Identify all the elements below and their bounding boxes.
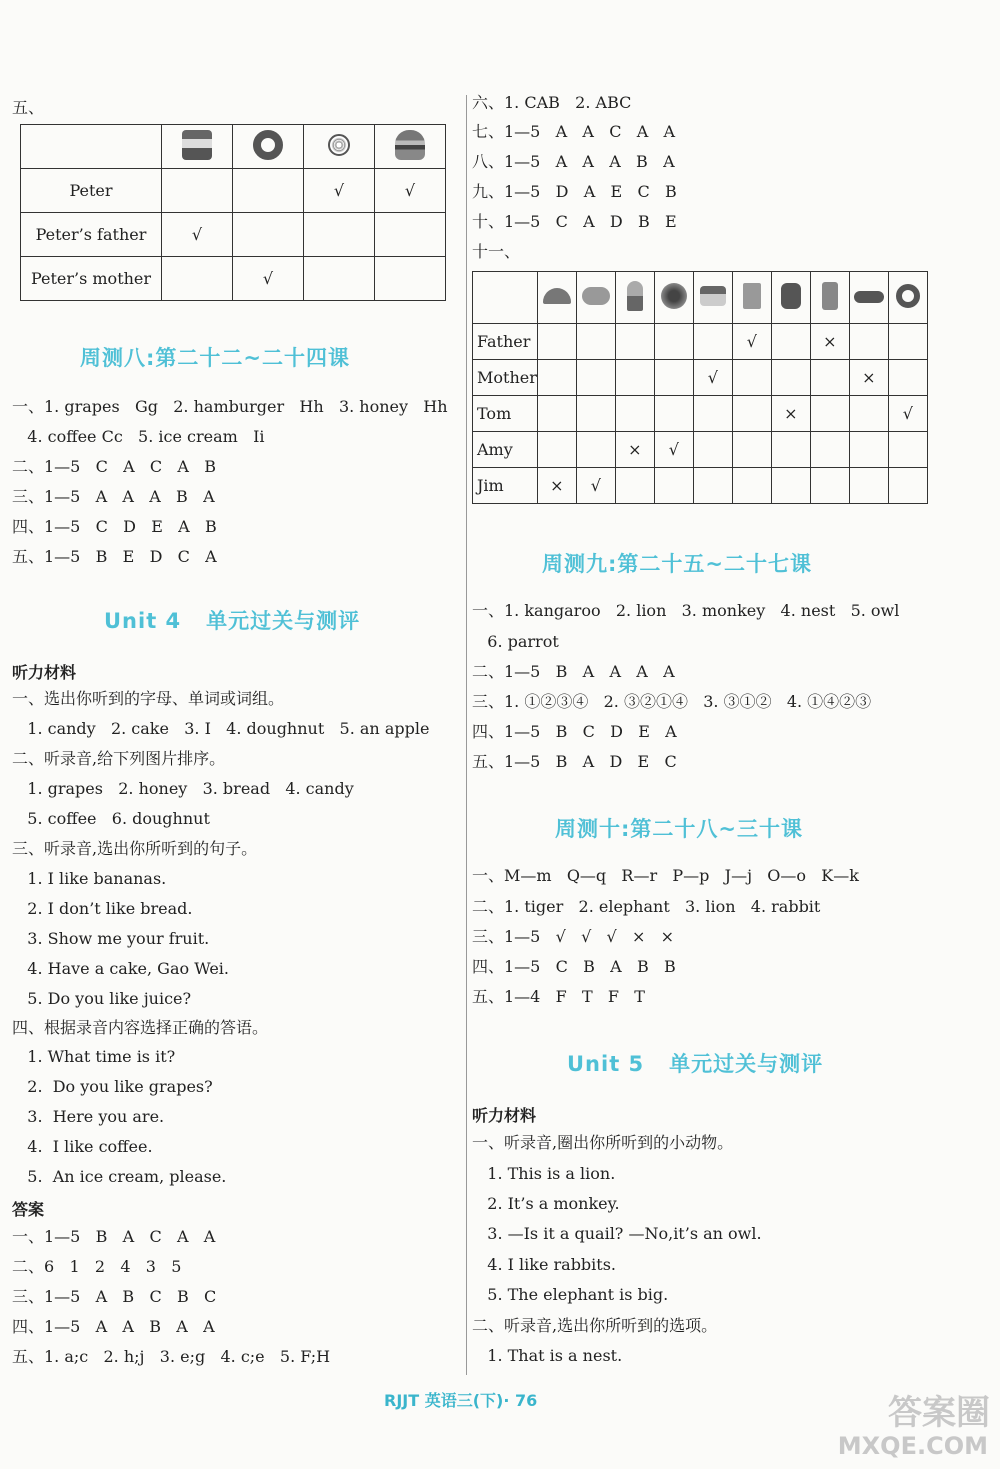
- mark-cell: [654, 468, 693, 504]
- mark-cell: ×: [810, 324, 849, 360]
- mark-cell: [810, 360, 849, 396]
- cake-icon: [693, 272, 732, 324]
- mark-cell: [771, 360, 810, 396]
- mark-cell: [732, 432, 771, 468]
- listening-line: 1. I like bananas.: [12, 869, 167, 888]
- w8-line: 五、1—5 B E D C A: [12, 547, 217, 566]
- table-row: [21, 169, 446, 213]
- answers-title: 答案: [12, 1200, 45, 1219]
- mark-cell: [849, 468, 888, 504]
- w9-line: 二、1—5 B A A A A: [472, 662, 675, 681]
- mark-cell: [810, 396, 849, 432]
- w9-line: 五、1—5 B A D E C: [472, 752, 677, 771]
- row-name: Peter: [21, 169, 162, 213]
- u5-line: 4. I like rabbits.: [472, 1255, 617, 1274]
- table-row: [21, 257, 446, 301]
- answer-line: 一、1—5 B A C A A: [12, 1227, 216, 1246]
- answer-line: 四、1—5 A A B A A: [12, 1317, 215, 1336]
- mark-cell: [576, 432, 615, 468]
- food-preference-table: [20, 124, 446, 301]
- w8-line: 4. coffee Cc 5. ice cream Ii: [12, 427, 265, 446]
- mark-cell: √: [233, 257, 304, 301]
- candy-icon: [849, 272, 888, 324]
- answer-line: 五、1. a;c 2. h;j 3. e;g 4. c;e 5. F;H: [12, 1347, 331, 1366]
- mark-cell: [693, 396, 732, 432]
- listening-line: 3. Show me your fruit.: [12, 929, 210, 948]
- mark-cell: [654, 324, 693, 360]
- top-line: 六、1. CAB 2. ABC: [472, 93, 632, 112]
- row-name: Peter’s mother: [21, 257, 162, 301]
- milk-icon: [732, 272, 771, 324]
- ice-cream-icon: [615, 272, 654, 324]
- honey-icon: [771, 272, 810, 324]
- food-likes-table: [472, 271, 928, 504]
- mark-cell: √: [732, 324, 771, 360]
- mark-cell: √: [888, 396, 927, 432]
- listening-line: 3. Here you are.: [12, 1107, 165, 1126]
- unit5-heading: Unit 5 单元过关与测评: [567, 1052, 824, 1076]
- w8-line: 三、1—5 A A A B A: [12, 487, 215, 506]
- listening-line: 2. Do you like grapes?: [12, 1077, 213, 1096]
- mark-cell: [162, 169, 233, 213]
- mark-cell: [732, 396, 771, 432]
- row-name: Mother: [473, 360, 538, 396]
- listening-line: 1. candy 2. cake 3. I 4. doughnut 5. an apple: [12, 719, 430, 738]
- juice-icon: [810, 272, 849, 324]
- mark-cell: [771, 432, 810, 468]
- w9-line: 三、1. ①②③④ 2. ③②①④ 3. ③①② 4. ①④②③: [472, 692, 872, 711]
- listening-title: 听力材料: [472, 1106, 537, 1125]
- watermelon-icon: [537, 272, 576, 324]
- cake-icon: [162, 125, 233, 169]
- listening-line: 1. What time is it?: [12, 1047, 176, 1066]
- answer-line: 三、1—5 A B C B C: [12, 1287, 217, 1306]
- mark-cell: [576, 396, 615, 432]
- mark-cell: [162, 257, 233, 301]
- row-name: Jim: [473, 468, 538, 504]
- mark-cell: ×: [537, 468, 576, 504]
- mark-cell: [304, 257, 375, 301]
- w10-line: 三、1—5 √ √ √ × ×: [472, 927, 675, 946]
- section-5-label: 五、: [12, 98, 45, 117]
- row-name: Tom: [473, 396, 538, 432]
- mark-cell: [849, 324, 888, 360]
- w10-line: 二、1. tiger 2. elephant 3. lion 4. rabbit: [472, 897, 821, 916]
- page-footer: RJJT 英语三(下)· 76: [384, 1391, 538, 1410]
- listening-line: 二、听录音,给下列图片排序。: [12, 749, 226, 768]
- mark-cell: [771, 324, 810, 360]
- grapes-icon: [654, 272, 693, 324]
- watermark-logo: 答案圈: [888, 1393, 990, 1433]
- row-name: Amy: [473, 432, 538, 468]
- doughnut-icon: [888, 272, 927, 324]
- mark-cell: [654, 396, 693, 432]
- mark-cell: [810, 432, 849, 468]
- w10-line: 五、1—4 F T F T: [472, 987, 645, 1006]
- mark-cell: [732, 360, 771, 396]
- u5-line: 2. It’s a monkey.: [472, 1194, 620, 1213]
- mark-cell: √: [304, 169, 375, 213]
- week10-heading: 周测十:第二十八~三十课: [555, 817, 803, 841]
- mark-cell: [888, 432, 927, 468]
- mark-cell: [304, 213, 375, 257]
- doughnut-icon: [233, 125, 304, 169]
- mark-cell: [888, 468, 927, 504]
- mark-cell: [375, 213, 446, 257]
- w10-line: 一、M—m Q—q R—r P—p J—j O—o K—k: [472, 866, 859, 885]
- table-row: [21, 213, 446, 257]
- listening-line: 5. An ice cream, please.: [12, 1167, 227, 1186]
- w8-line: 一、1. grapes Gg 2. hamburger Hh 3. honey Hh: [12, 397, 448, 416]
- table-row: [473, 432, 928, 468]
- u5-line: 5. The elephant is big.: [472, 1285, 669, 1304]
- week9-heading: 周测九:第二十五~二十七课: [542, 552, 812, 576]
- mark-cell: [810, 468, 849, 504]
- table-row: [473, 396, 928, 432]
- row-name: Peter’s father: [21, 213, 162, 257]
- mark-cell: [537, 396, 576, 432]
- u5-line: 一、听录音,圈出你所听到的小动物。: [472, 1133, 734, 1152]
- mark-cell: [888, 360, 927, 396]
- top-line: 十一、: [472, 242, 521, 261]
- hamburger-icon: [375, 125, 446, 169]
- table-row: [473, 324, 928, 360]
- mark-cell: [233, 169, 304, 213]
- mark-cell: √: [375, 169, 446, 213]
- answer-line: 二、6 1 2 4 3 5: [12, 1257, 182, 1276]
- u5-line: 1. That is a nest.: [472, 1346, 623, 1365]
- mark-cell: [615, 360, 654, 396]
- table-row: [473, 468, 928, 504]
- mark-cell: [375, 257, 446, 301]
- top-line: 七、1—5 A A C A A: [472, 122, 676, 141]
- mark-cell: [888, 324, 927, 360]
- w8-line: 四、1—5 C D E A B: [12, 517, 217, 536]
- table-corner: [21, 125, 162, 169]
- mark-cell: [576, 324, 615, 360]
- mark-cell: [615, 396, 654, 432]
- unit4-heading: Unit 4 单元过关与测评: [104, 609, 361, 633]
- listening-line: 4. Have a cake, Gao Wei.: [12, 959, 230, 978]
- table-corner: [473, 272, 538, 324]
- table-row: [473, 360, 928, 396]
- mark-cell: √: [576, 468, 615, 504]
- mark-cell: [693, 432, 732, 468]
- mark-cell: [537, 432, 576, 468]
- listening-line: 1. grapes 2. honey 3. bread 4. candy: [12, 779, 354, 798]
- mark-cell: [233, 213, 304, 257]
- w9-line: 6. parrot: [472, 632, 559, 651]
- mark-cell: √: [162, 213, 233, 257]
- mark-cell: √: [693, 360, 732, 396]
- mark-cell: [849, 432, 888, 468]
- mark-cell: √: [654, 432, 693, 468]
- u5-line: 3. —Is it a quail? —No,it’s an owl.: [472, 1224, 762, 1243]
- w8-line: 二、1—5 C A C A B: [12, 457, 217, 476]
- listening-line: 5. Do you like juice?: [12, 989, 192, 1008]
- mark-cell: ×: [615, 432, 654, 468]
- mark-cell: [537, 324, 576, 360]
- listening-line: 一、选出你听到的字母、单词或词组。: [12, 689, 285, 708]
- row-name: Father: [473, 324, 538, 360]
- mark-cell: [732, 468, 771, 504]
- lollipop-icon: [304, 125, 375, 169]
- mark-cell: [693, 324, 732, 360]
- week8-heading: 周测八:第二十二~二十四课: [80, 346, 350, 370]
- mark-cell: [654, 360, 693, 396]
- mark-cell: ×: [771, 396, 810, 432]
- listening-line: 四、根据录音内容选择正确的答语。: [12, 1018, 269, 1037]
- u5-line: 1. This is a lion.: [472, 1164, 616, 1183]
- top-line: 九、1—5 D A E C B: [472, 182, 677, 201]
- listening-line: 5. coffee 6. doughnut: [12, 809, 210, 828]
- listening-line: 4. I like coffee.: [12, 1137, 153, 1156]
- listening-title: 听力材料: [12, 663, 77, 682]
- w9-line: 四、1—5 B C D E A: [472, 722, 677, 741]
- bread-icon: [576, 272, 615, 324]
- mark-cell: [615, 468, 654, 504]
- w10-line: 四、1—5 C B A B B: [472, 957, 676, 976]
- mark-cell: [693, 468, 732, 504]
- mark-cell: ×: [849, 360, 888, 396]
- mark-cell: [849, 396, 888, 432]
- top-line: 十、1—5 C A D B E: [472, 212, 677, 231]
- mark-cell: [576, 360, 615, 396]
- mark-cell: [537, 360, 576, 396]
- mark-cell: [771, 468, 810, 504]
- w9-line: 一、1. kangaroo 2. lion 3. monkey 4. nest 5. owl: [472, 601, 900, 620]
- watermark-url: MXQE.COM: [837, 1432, 988, 1460]
- listening-line: 三、听录音,选出你所听到的句子。: [12, 839, 258, 858]
- top-line: 八、1—5 A A A B A: [472, 152, 675, 171]
- listening-line: 2. I don’t like bread.: [12, 899, 193, 918]
- column-divider: [466, 95, 467, 1375]
- mark-cell: [615, 324, 654, 360]
- u5-line: 二、听录音,选出你所听到的选项。: [472, 1316, 718, 1335]
